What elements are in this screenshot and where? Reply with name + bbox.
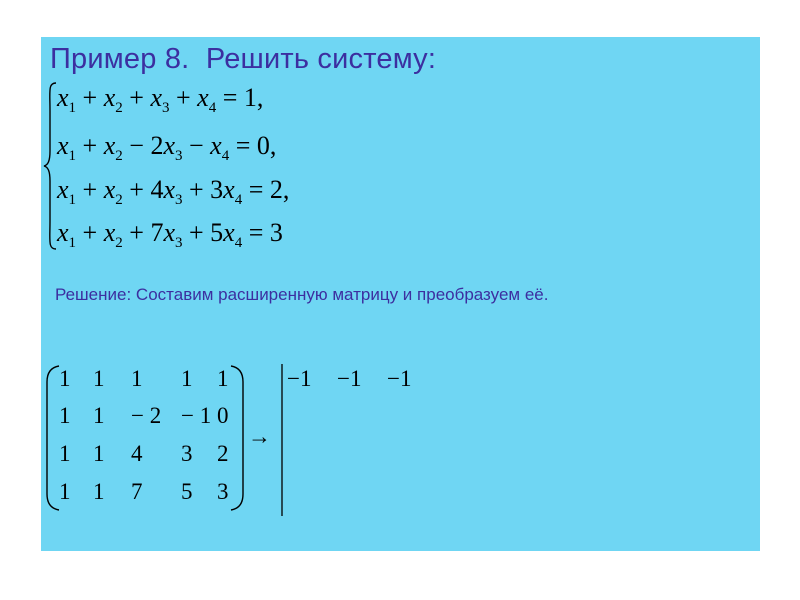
matrix-cell: 1 xyxy=(93,441,105,466)
operator: + xyxy=(182,175,211,204)
subscript: 2 xyxy=(115,192,123,208)
variable: x xyxy=(103,175,116,204)
matrix-left-paren xyxy=(47,366,59,510)
equals-sign: = xyxy=(216,83,244,112)
slide-title: Пример 8. Решить систему: xyxy=(50,43,437,75)
subscript: 3 xyxy=(174,148,183,164)
rhs-value: 2, xyxy=(269,175,290,204)
subscript: 1 xyxy=(68,192,77,208)
row-operation: −1 xyxy=(387,366,412,391)
variable: x xyxy=(163,131,175,160)
matrix-cell: 4 xyxy=(131,441,143,466)
equation-row xyxy=(57,131,277,164)
equals-sign: = xyxy=(242,175,270,204)
subscript: 4 xyxy=(208,100,217,116)
matrix-cell: 1 xyxy=(93,366,105,391)
operator: − xyxy=(122,131,151,160)
variable: x xyxy=(163,175,175,204)
equation-row xyxy=(57,83,264,116)
coefficient: 5 xyxy=(210,218,224,247)
subscript: 4 xyxy=(234,192,243,208)
operator: + xyxy=(122,175,151,204)
equals-sign: = xyxy=(242,218,270,247)
matrix-cell: 0 xyxy=(217,403,229,428)
variable: x xyxy=(197,83,209,112)
variable: x xyxy=(210,131,222,160)
matrix-cell: 1 xyxy=(59,441,71,466)
subscript: 2 xyxy=(115,100,123,116)
matrix-cell: 1 xyxy=(59,403,71,428)
variable: x xyxy=(103,83,116,112)
subscript: 4 xyxy=(221,148,230,164)
coefficient: 3 xyxy=(210,175,224,204)
matrix-cell: − 1 xyxy=(181,403,212,428)
matrix-cell: 2 xyxy=(217,441,229,466)
matrix-cell: 1 xyxy=(93,403,105,428)
variable: x xyxy=(223,175,235,204)
system-brace xyxy=(42,81,58,251)
solution-text: Решение: Составим расширенную матрицу и преобразуем её. xyxy=(55,285,549,304)
equation-row xyxy=(57,218,283,251)
matrix-cell: − 2 xyxy=(131,403,162,428)
subscript: 3 xyxy=(174,235,183,251)
equation-row xyxy=(57,175,290,208)
operator: + xyxy=(122,218,151,247)
matrix-cell: 1 xyxy=(131,366,143,391)
variable: x xyxy=(103,218,116,247)
matrix-cell: 5 xyxy=(181,479,193,504)
subscript: 2 xyxy=(115,148,123,164)
operator: + xyxy=(169,83,198,112)
operator: + xyxy=(76,83,104,112)
matrix-cell: 3 xyxy=(181,441,193,466)
variable: x xyxy=(163,218,175,247)
matrix-cell: 1 xyxy=(59,366,71,391)
rhs-value: 3 xyxy=(269,218,283,247)
row-operation: −1 xyxy=(287,366,312,391)
subscript: 1 xyxy=(68,100,77,116)
variable: x xyxy=(57,131,69,160)
augmented-matrix xyxy=(41,362,501,522)
subscript: 4 xyxy=(234,235,243,251)
matrix-cell: 1 xyxy=(181,366,193,391)
operator: + xyxy=(122,83,151,112)
variable: x xyxy=(57,83,69,112)
coefficient: 2 xyxy=(150,131,164,160)
coefficient: 4 xyxy=(150,175,164,204)
variable: x xyxy=(223,218,235,247)
matrix-cell: 7 xyxy=(131,479,143,504)
variable: x xyxy=(150,83,162,112)
arrow-icon: → xyxy=(248,424,271,449)
subscript: 2 xyxy=(115,235,123,251)
rhs-value: 0, xyxy=(256,131,277,160)
subscript: 3 xyxy=(174,192,183,208)
slide xyxy=(41,37,760,551)
coefficient: 7 xyxy=(150,218,164,247)
subscript: 1 xyxy=(68,148,77,164)
matrix-brackets xyxy=(41,362,501,522)
subscript: 1 xyxy=(68,235,77,251)
matrix-cell: 1 xyxy=(217,366,229,391)
matrix-cell: 1 xyxy=(93,479,105,504)
operator: + xyxy=(76,131,104,160)
operator: + xyxy=(182,218,211,247)
variable: x xyxy=(103,131,116,160)
equals-sign: = xyxy=(229,131,257,160)
rhs-value: 1, xyxy=(243,83,264,112)
variable: x xyxy=(57,218,69,247)
matrix-cell: 1 xyxy=(59,479,71,504)
matrix-cell: 3 xyxy=(217,479,229,504)
subscript: 3 xyxy=(161,100,170,116)
operator: + xyxy=(76,175,104,204)
matrix-right-paren xyxy=(231,366,243,510)
operator: + xyxy=(76,218,104,247)
row-operation: −1 xyxy=(337,366,362,391)
variable: x xyxy=(57,175,69,204)
operator: − xyxy=(182,131,211,160)
